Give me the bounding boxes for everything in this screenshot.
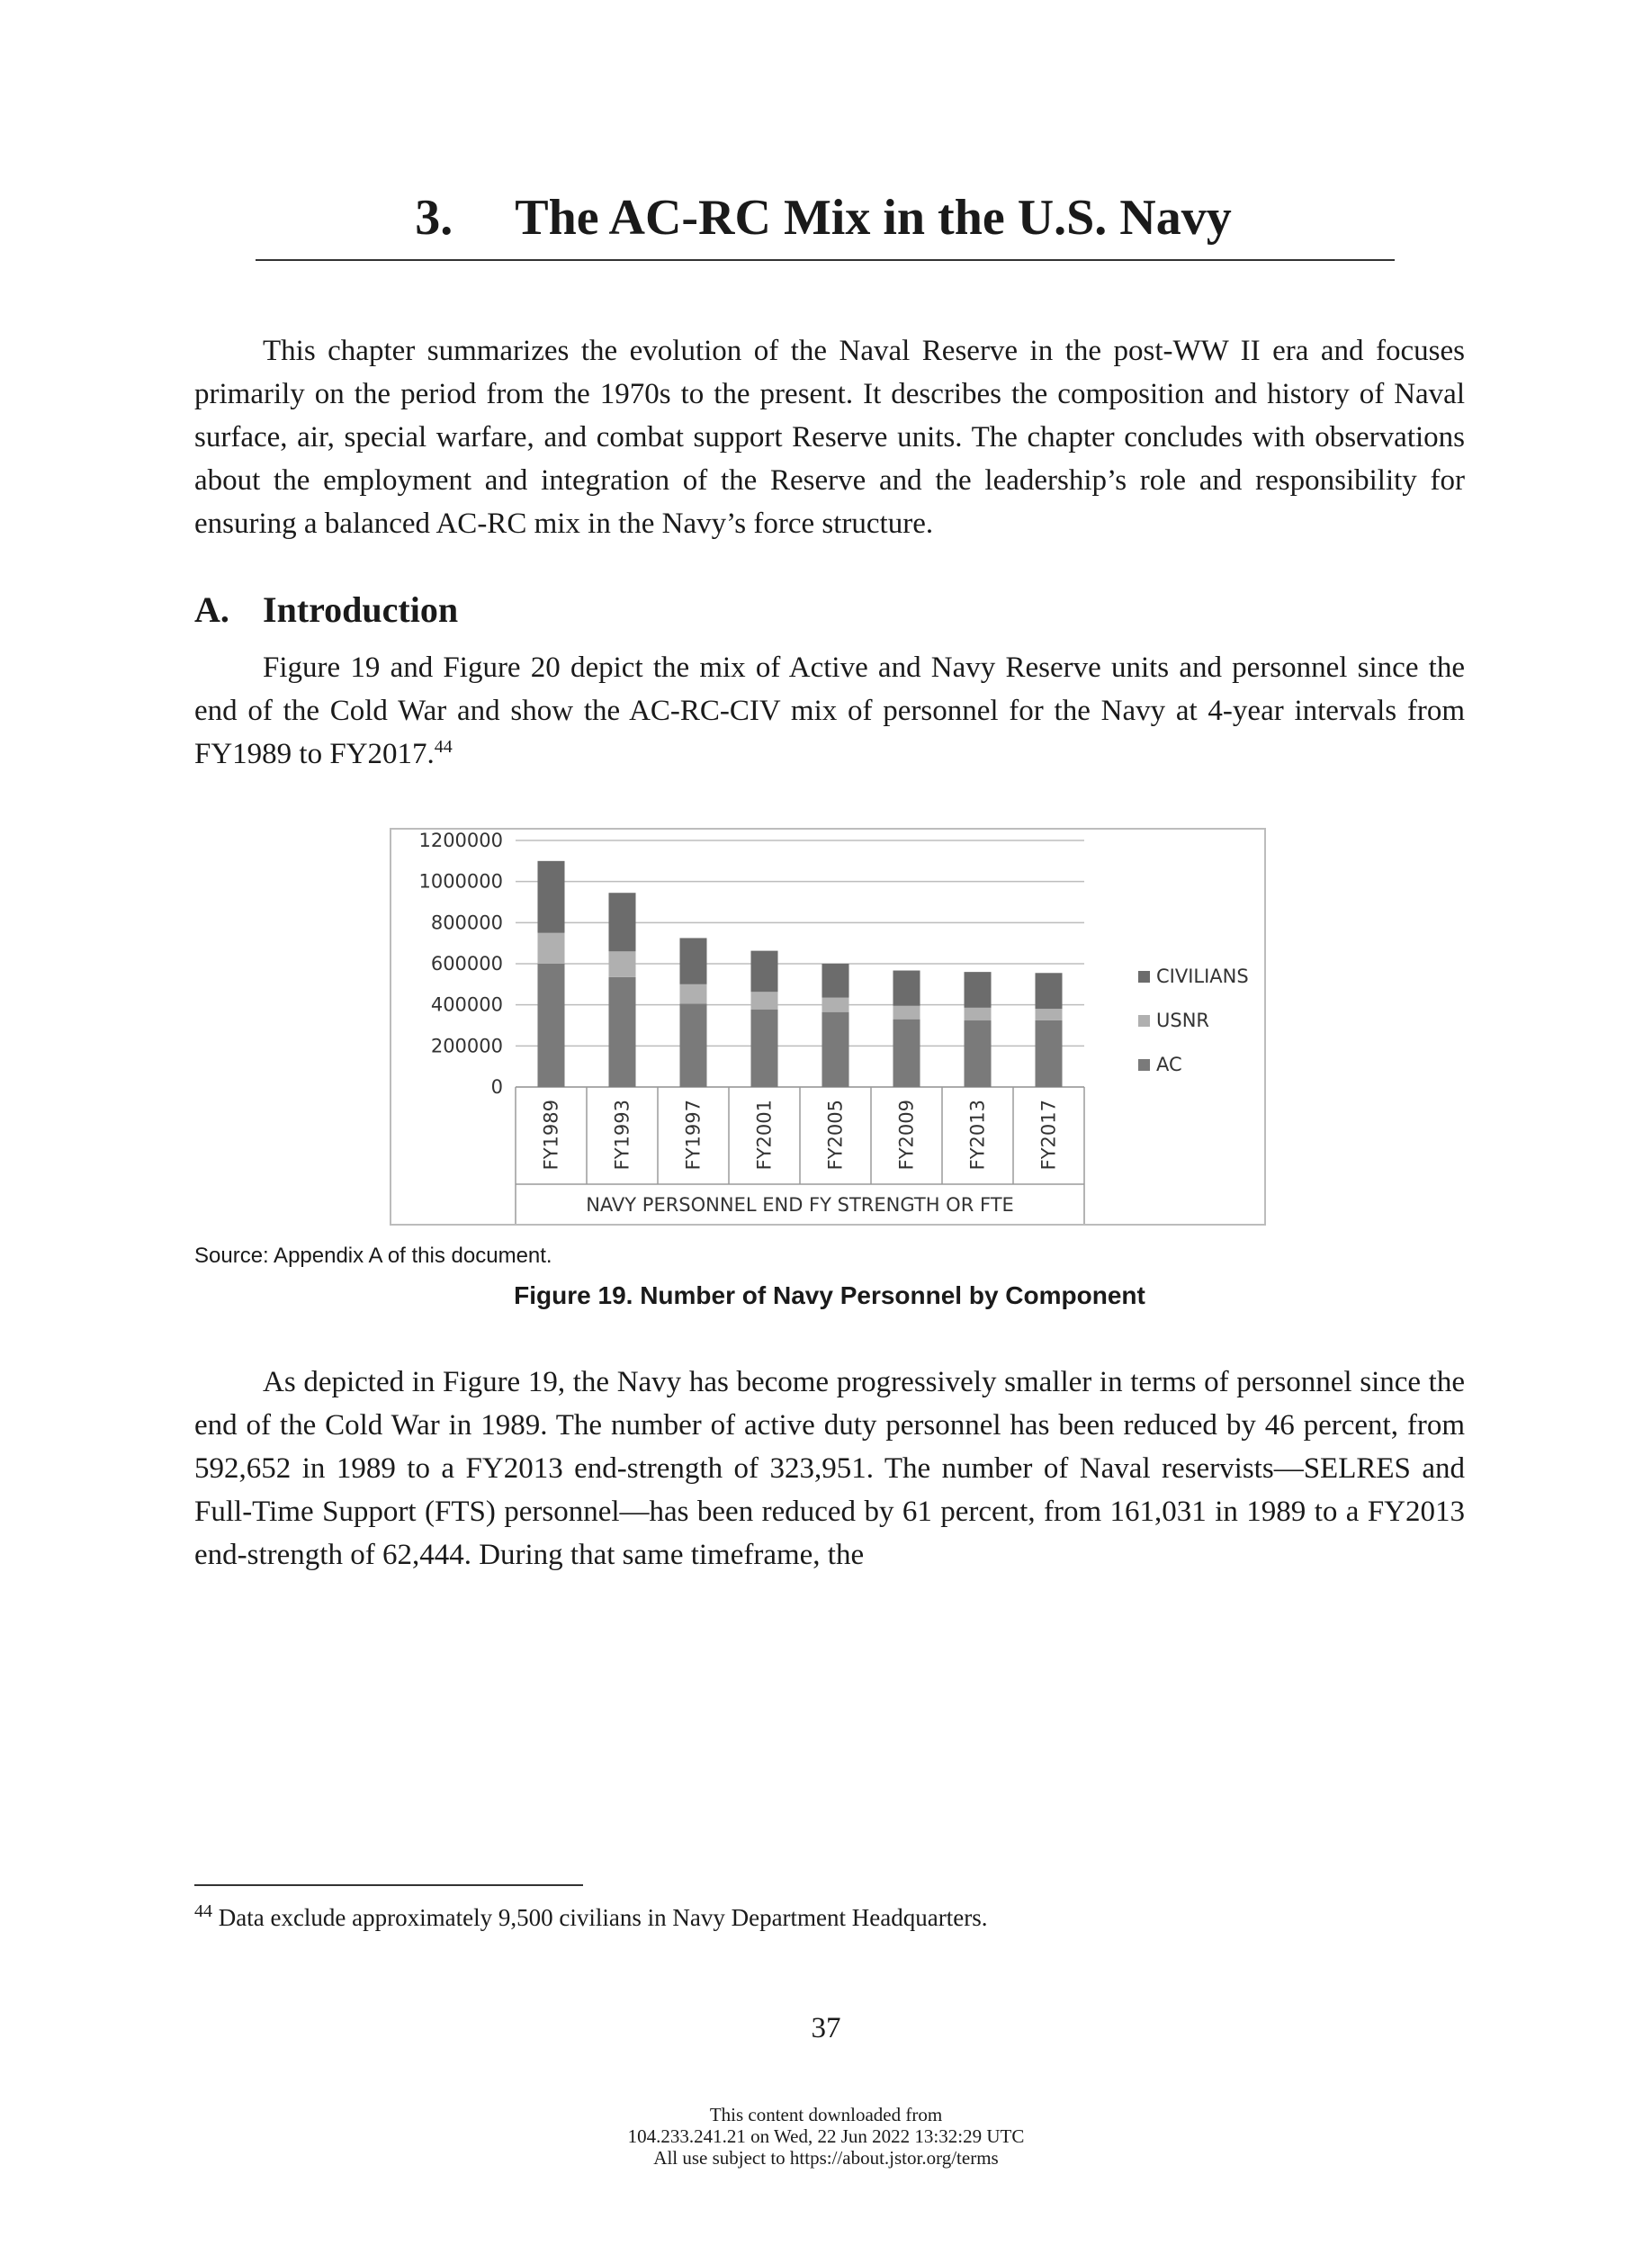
y-tick-label: 800000 [430, 912, 503, 934]
chapter-number: 3. [415, 190, 453, 246]
footnote [194, 1901, 988, 1932]
intro-paragraph [194, 329, 1465, 545]
x-tick-label: FY1997 [682, 1100, 705, 1171]
x-tick-label: FY1989 [540, 1100, 562, 1171]
footnote-reference: 44 [434, 737, 453, 757]
legend-swatch-civilians [1138, 971, 1150, 983]
chart-svg [391, 830, 1264, 1224]
bar-ac-fy2013 [964, 1020, 991, 1087]
legend-swatch-usnr [1138, 1015, 1150, 1027]
x-tick-label: FY2005 [824, 1100, 847, 1171]
figure-19-chart [390, 828, 1266, 1226]
x-tick-label: FY2009 [895, 1100, 918, 1171]
chapter-title [252, 189, 1395, 247]
x-axis-title: NAVY PERSONNEL END FY STRENGTH OR FTE [586, 1194, 1014, 1216]
figure-paragraph [194, 646, 1465, 776]
bar-usnr-fy1993 [608, 951, 635, 977]
jstor-line-1: This content downloaded from [709, 2104, 943, 2125]
page-number: 37 [811, 2012, 841, 2044]
figure-caption: Figure 19. Number of Navy Personnel by Component [514, 1281, 1145, 1309]
bar-ac-fy2017 [1035, 1020, 1062, 1087]
x-tick-label: FY1993 [611, 1100, 633, 1171]
legend-swatch-ac [1138, 1059, 1150, 1071]
bar-usnr-fy2005 [822, 998, 848, 1012]
footnote-rule [194, 1884, 583, 1886]
bar-ac-fy1993 [608, 977, 635, 1087]
title-underline [256, 259, 1395, 261]
y-tick-label: 0 [490, 1076, 503, 1098]
figure-paragraph-text [194, 646, 1465, 776]
bar-civilians-fy2005 [822, 964, 848, 998]
body-paragraph [194, 1361, 1465, 1577]
legend-label-usnr: USNR [1156, 1010, 1210, 1031]
bar-ac-fy2005 [822, 1012, 848, 1087]
bar-civilians-fy1993 [608, 893, 635, 951]
bar-usnr-fy1997 [679, 984, 706, 1004]
figure-paragraph-body: Figure 19 and Figure 20 depict the mix of Active and Navy Reserve units and personnel since the end of the Cold War and show the AC-RC-CIV mix of personnel for the Navy at 4-year intervals from FY1989 to FY2017. [194, 651, 1465, 770]
chapter-title-text: The AC-RC Mix in the U.S. Navy [515, 190, 1232, 246]
y-tick-label: 600000 [430, 953, 503, 975]
x-tick-label: FY2001 [753, 1100, 776, 1171]
bar-ac-fy1989 [537, 964, 564, 1087]
bar-civilians-fy2013 [964, 972, 991, 1008]
section-title: Introduction [263, 589, 459, 630]
bar-civilians-fy1997 [679, 938, 706, 984]
jstor-line-2: 104.233.241.21 on Wed, 22 Jun 2022 13:32:29 UTC [627, 2125, 1025, 2147]
jstor-notice [0, 2104, 1652, 2169]
x-tick-label: FY2017 [1037, 1100, 1060, 1171]
bar-usnr-fy2017 [1035, 1009, 1062, 1020]
intro-paragraph-text: This chapter summarizes the evolution of the Naval Reserve in the post-WW II era and focuses primarily on the period from the 1970s to the present. It describes the composition and history of Naval surface, air, special warfare, and combat support Reserve units. The chapter concludes with observations about the employment and integration of the Reserve and the leadership’s role and responsibility for ensuring a balanced AC-RC mix in the Navy’s force structure. [194, 335, 1465, 540]
legend-label-ac: AC [1156, 1054, 1182, 1075]
bar-ac-fy2001 [750, 1010, 777, 1087]
bar-usnr-fy2013 [964, 1008, 991, 1020]
figure-source: Source: Appendix A of this document. [194, 1244, 552, 1268]
body-paragraph-text: As depicted in Figure 19, the Navy has become progressively smaller in terms of personnel since the end of the Cold War in 1989. The number of active duty personnel has been reduced by 46 percent, from 592,652 in 1989 to a FY2013 end-strength of 323,951. The number of Naval reservists—SELRES and Full-Time Support (FTS) personnel—has been reduced by 61 percent, from 161,031 in 1989 to a FY2013 end-strength of 62,444. During that same timeframe, the [194, 1366, 1465, 1571]
bar-civilians-fy2001 [750, 951, 777, 993]
y-tick-label: 400000 [430, 993, 503, 1016]
legend-label-civilians: CIVILIANS [1156, 966, 1249, 987]
bar-usnr-fy2001 [750, 992, 777, 1009]
bar-civilians-fy2017 [1035, 973, 1062, 1009]
y-tick-label: 200000 [430, 1035, 503, 1057]
x-tick-label: FY2013 [966, 1100, 989, 1171]
bar-usnr-fy2009 [893, 1006, 920, 1020]
footnote-number: 44 [194, 1901, 212, 1921]
bar-ac-fy1997 [679, 1004, 706, 1087]
jstor-line-3: All use subject to https://about.jstor.org/terms [653, 2147, 999, 2169]
bar-civilians-fy2009 [893, 971, 920, 1006]
bar-ac-fy2009 [893, 1020, 920, 1087]
y-tick-label: 1200000 [418, 830, 503, 851]
section-heading [194, 588, 458, 631]
section-label: A. [194, 589, 229, 630]
bar-civilians-fy1989 [537, 861, 564, 933]
y-tick-label: 1000000 [418, 870, 503, 893]
bar-usnr-fy1989 [537, 933, 564, 964]
footnote-text: Data exclude approximately 9,500 civilians in Navy Department Headquarters. [218, 1904, 988, 1931]
